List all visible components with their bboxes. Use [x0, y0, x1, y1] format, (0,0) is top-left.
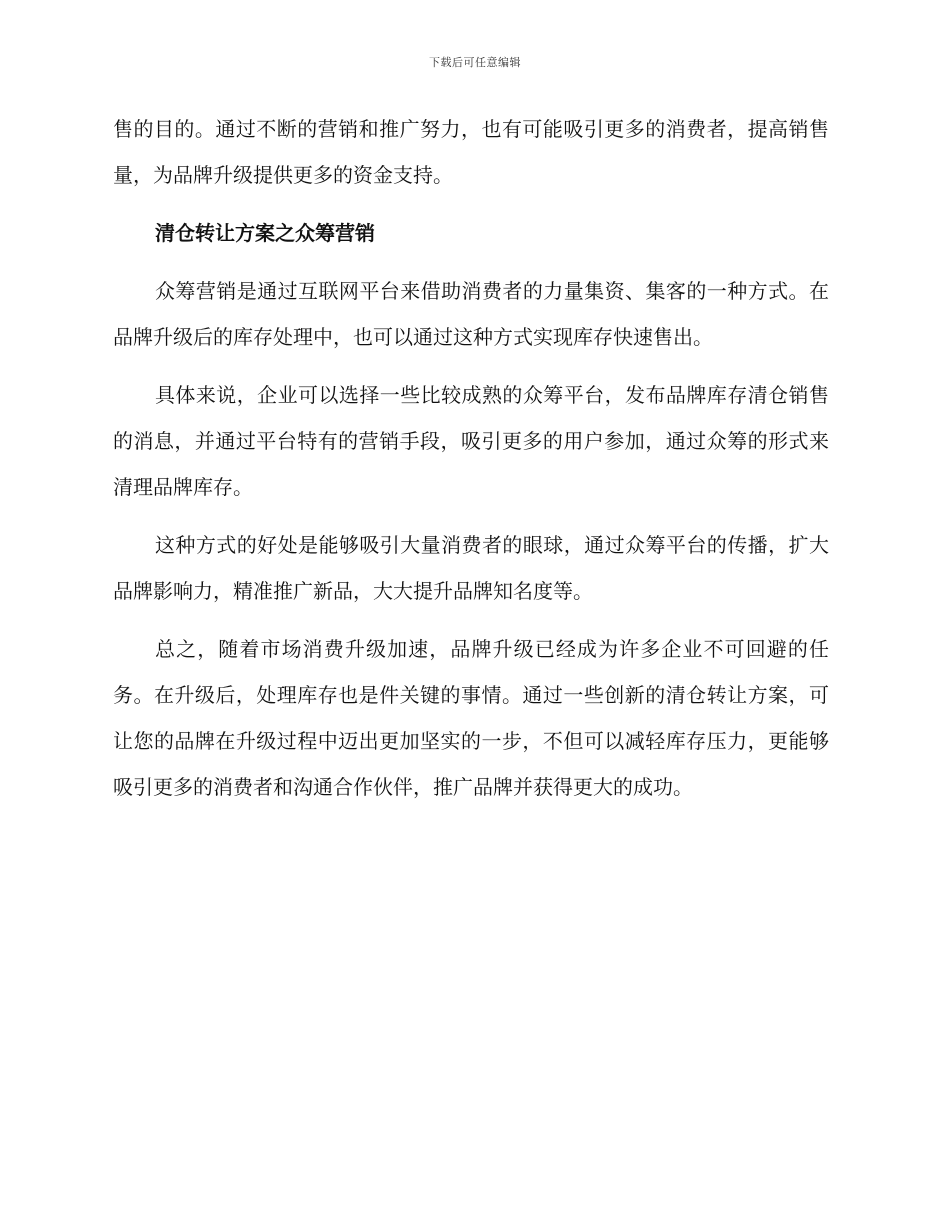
paragraph-continued: 售的目的。通过不断的营销和推广努力，也有可能吸引更多的消费者，提高销售量，为品牌升级提供更多的资金支持。 — [113, 117, 829, 187]
section-heading: 清仓转让方案之众筹营销 — [155, 221, 375, 245]
paragraph-conclusion: 总之，随着市场消费升级加速，品牌升级已经成为许多企业不可回避的任务。在升级后，处理库存也是件关键的事情。通过一些创新的清仓转让方案，可让您的品牌在升级过程中迈出更加坚实的一步，不但可以减轻库存压力，更能够吸引更多的消费者和沟通合作伙伴，推广品牌并获得更大的成功。 — [113, 637, 829, 799]
paragraph-crowdfunding-details: 具体来说，企业可以选择一些比较成熟的众筹平台，发布品牌库存清仓销售的消息，并通过平台特有的营销手段，吸引更多的用户参加，通过众筹的形式来清理品牌库存。 — [113, 383, 829, 499]
document-body — [113, 106, 829, 822]
page-header: 下载后可任意编辑 — [429, 56, 521, 69]
paragraph-crowdfunding-benefits: 这种方式的好处是能够吸引大量消费者的眼球，通过众筹平台的传播，扩大品牌影响力，精准推广新品，大大提升品牌知名度等。 — [113, 533, 829, 603]
paragraph-crowdfunding-intro: 众筹营销是通过互联网平台来借助消费者的力量集资、集客的一种方式。在品牌升级后的库存处理中，也可以通过这种方式实现库存快速售出。 — [113, 279, 829, 349]
